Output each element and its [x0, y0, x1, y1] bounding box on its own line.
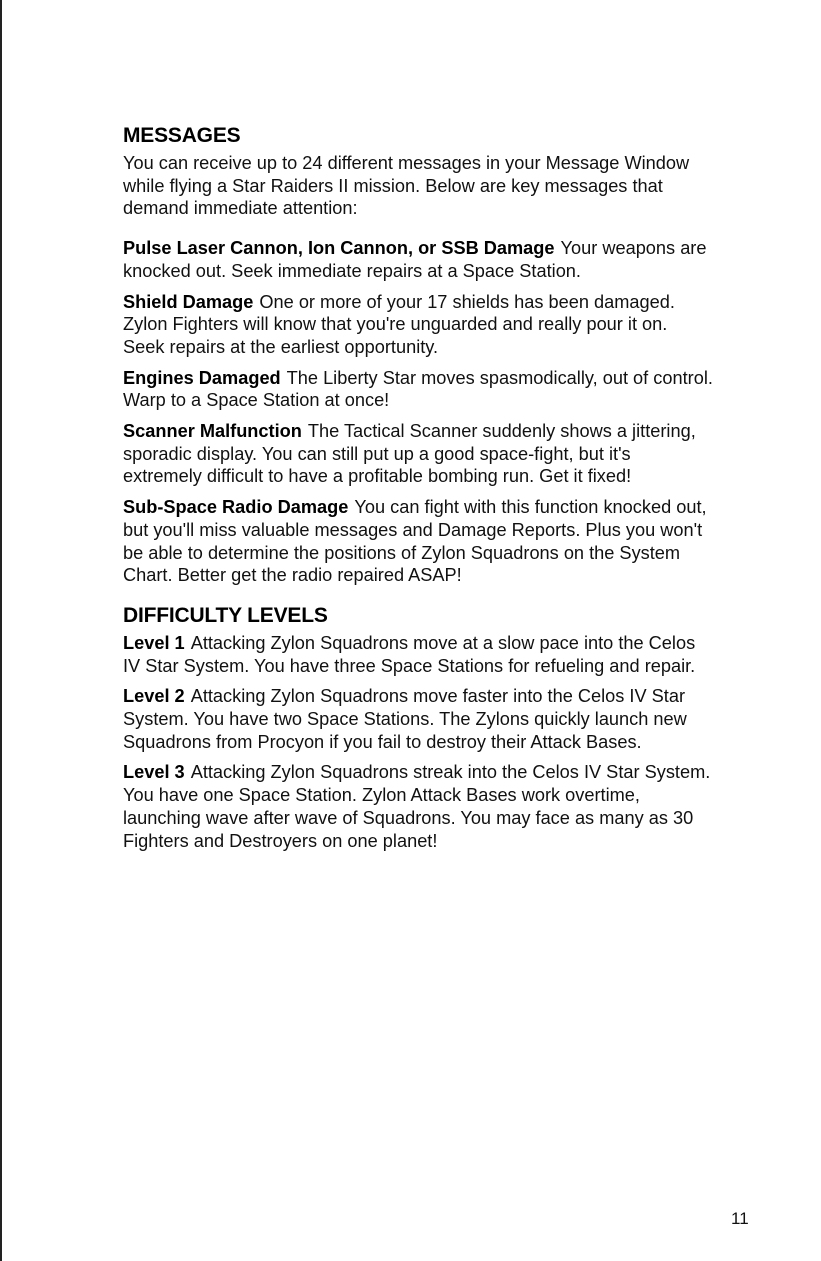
message-term: Scanner Malfunction: [123, 421, 302, 442]
message-entry: [123, 420, 713, 488]
level-term: Level 2: [123, 686, 185, 707]
difficulty-heading: DIFFICULTY LEVELS: [123, 603, 328, 627]
level-term: Level 1: [123, 632, 185, 653]
level-entry: [123, 685, 713, 753]
message-term: Engines Damaged: [123, 367, 281, 388]
message-entry: [123, 496, 713, 587]
page-number: 11: [731, 1209, 749, 1228]
message-term: Pulse Laser Cannon, Ion Cannon, or SSB Damage: [123, 238, 555, 259]
message-entry: [123, 237, 713, 282]
page-content: [123, 124, 713, 860]
message-description: The Liberty Star moves spasmodically, out of control. Warp to a Space Station at once!: [123, 367, 713, 411]
messages-heading: MESSAGES: [123, 124, 241, 147]
message-term: Shield Damage: [123, 291, 254, 312]
message-entry: [123, 367, 713, 412]
message-description: One or more of your 17 shields has been damaged. Zylon Fighters will know that you're unguarded and really pour it on. Seek repairs at the earliest opportunity.: [123, 291, 675, 357]
message-description: The Tactical Scanner suddenly shows a jittering, sporadic display. You can still put up a good space-fight, but it's extremely difficult to have a profitable bombing run. Get it fixed!: [123, 421, 696, 487]
message-entry: [123, 291, 713, 359]
messages-intro: You can receive up to 24 different messages in your Message Window while flying a Star Raiders II mission. Below are key messages that demand immediate attention:: [123, 153, 690, 219]
message-description: You can fight with this function knocked out, but you'll miss valuable messages and Damage Reports. Plus you won't be able to determine the positions of Zylon Squadrons on the System Chart. Better get the radio repaired ASAP!: [123, 497, 707, 586]
level-description: Attacking Zylon Squadrons streak into the Celos IV Star System. You have one Space Station. Zylon Attack Bases work overtime, launching wave after wave of Squadrons. You may face as many as 30 Fighters and Destroyers on one planet!: [123, 762, 711, 851]
message-description: Your weapons are knocked out. Seek immediate repairs at a Space Station.: [123, 238, 707, 281]
page-edge-line: [0, 0, 2, 1261]
level-term: Level 3: [123, 762, 185, 783]
level-entry: [123, 761, 713, 852]
level-description: Attacking Zylon Squadrons move at a slow pace into the Celos IV Star System. You have three Space Stations for refueling and repair.: [123, 632, 696, 676]
level-entry: [123, 632, 713, 677]
level-description: Attacking Zylon Squadrons move faster into the Celos IV Star System. You have two Space Stations. The Zylons quickly launch new Squadrons from Procyon if you fail to destroy their Attack Bases.: [123, 686, 687, 752]
message-term: Sub-Space Radio Damage: [123, 497, 349, 518]
